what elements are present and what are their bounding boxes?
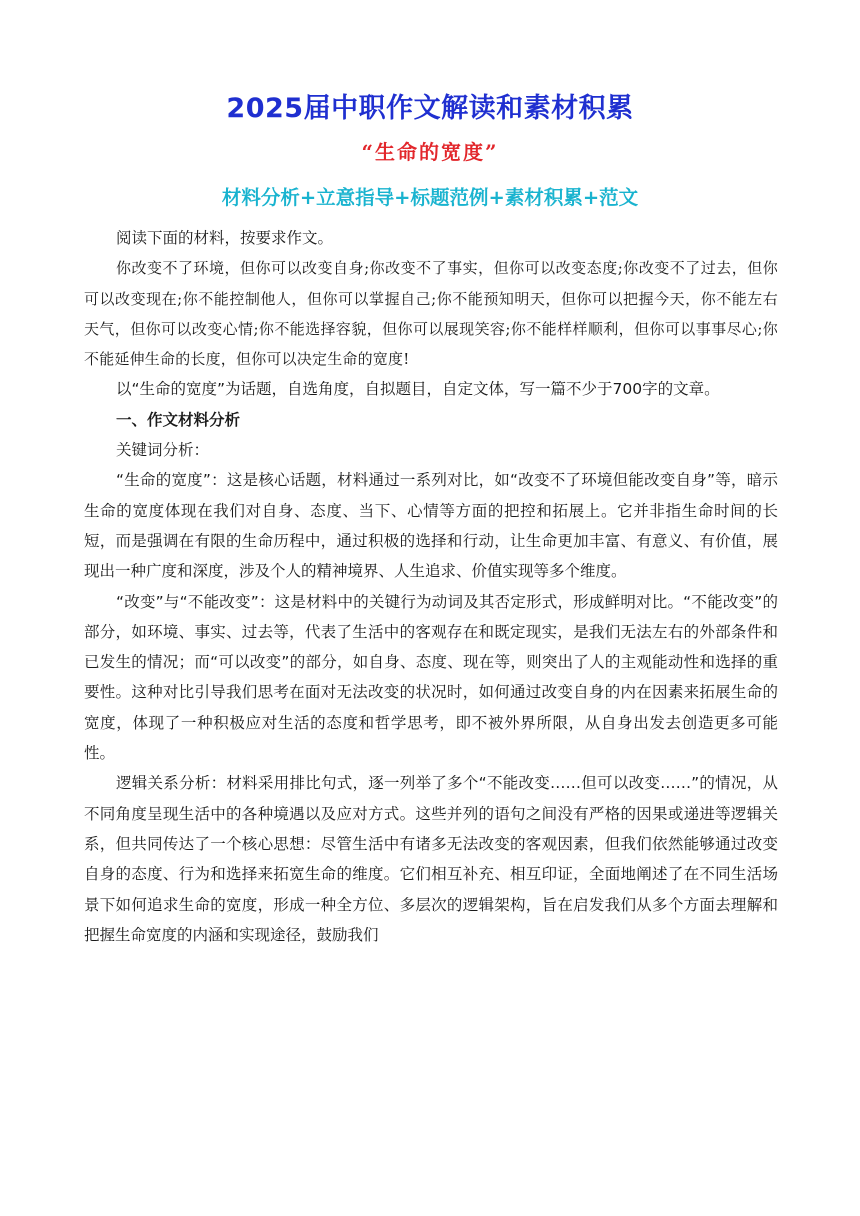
logic-paragraph: 逻辑关系分析：材料采用排比句式，逐一列举了多个“不能改变……但可以改变……”的情况，从不同角度呈现生活中的各种境遇以及应对方式。这些并列的语句之间没有严格的因果或递进等逻辑关系，但共同传达了一个核心思想：尽管生活中有诸多无法改变的客观因素，但我们依然能够通过改变自身的态度、行为和选择来拓宽生命的维度。它们相互补充、相互印证，全面地阐述了在不同生活场景下如何追求生命的宽度，形成一种全方位、多层次的逻辑架构，旨在启发我们从多个方面去理解和把握生命宽度的内涵和实现途径，鼓励我们 <box>84 774 778 944</box>
section-tagline: 材料分析+立意指导+标题范例+素材积累+范文 <box>221 186 639 209</box>
instruction-paragraph: 阅读下面的材料，按要求作文。 <box>116 229 334 247</box>
keyword-paragraph-life-width: “生命的宽度”：这是核心话题，材料通过一系列对比，如“改变不了环境但能改变自身”等，暗示生命的宽度体现在我们对自身、态度、当下、心情等方面的把控和拓展上。它并非指生命时间的长短，而是强调在有限的生命历程中，通过积极的选择和行动，让生命更加丰富、有意义、有价值，展现出一种广度和深度，涉及个人的精神境界、人生追求、价值实现等多个维度。 <box>84 471 778 581</box>
material-paragraph: 你改变不了环境，但你可以改变自身;你改变不了事实，但你可以改变态度;你改变不了过去，但你可以改变现在;你不能控制他人，但你可以掌握自己;你不能预知明天，但你可以把握今天，你不能左右天气，但你可以改变心情;你不能选择容貌，但你可以展现笑容;你不能样样顺利，但你可以事事尽心;你不能延伸生命的长度，但你可以决定生命的宽度! <box>84 259 778 369</box>
section-heading: 一、作文材料分析 <box>116 410 241 429</box>
keyword-label: 关键词分析： <box>116 441 210 460</box>
document-body <box>84 223 778 950</box>
requirement-paragraph: 以“生命的宽度”为话题，自选角度，自拟题目，自定文体，写一篇不少于700字的文章。 <box>116 380 720 399</box>
page-title: 2025届中职作文解读和素材积累 <box>226 93 634 124</box>
keyword-paragraph-change: “改变”与“不能改变”：这是材料中的关键行为动词及其否定形式，形成鲜明对比。“不能改变”的部分，如环境、事实、过去等，代表了生活中的客观存在和既定现实，是我们无法左右的外部条件和已发生的情况；而“可以改变”的部分，如自身、态度、现在等，则突出了人的主观能动性和选择的重要性。这种对比引导我们思考在面对无法改变的状况时，如何通过改变自身的内在因素来拓展生命的宽度，体现了一种积极应对生活的态度和哲学思考，即不被外界所限，从自身出发去创造更多可能性。 <box>84 592 778 763</box>
topic-subtitle: “生命的宽度” <box>361 140 499 164</box>
